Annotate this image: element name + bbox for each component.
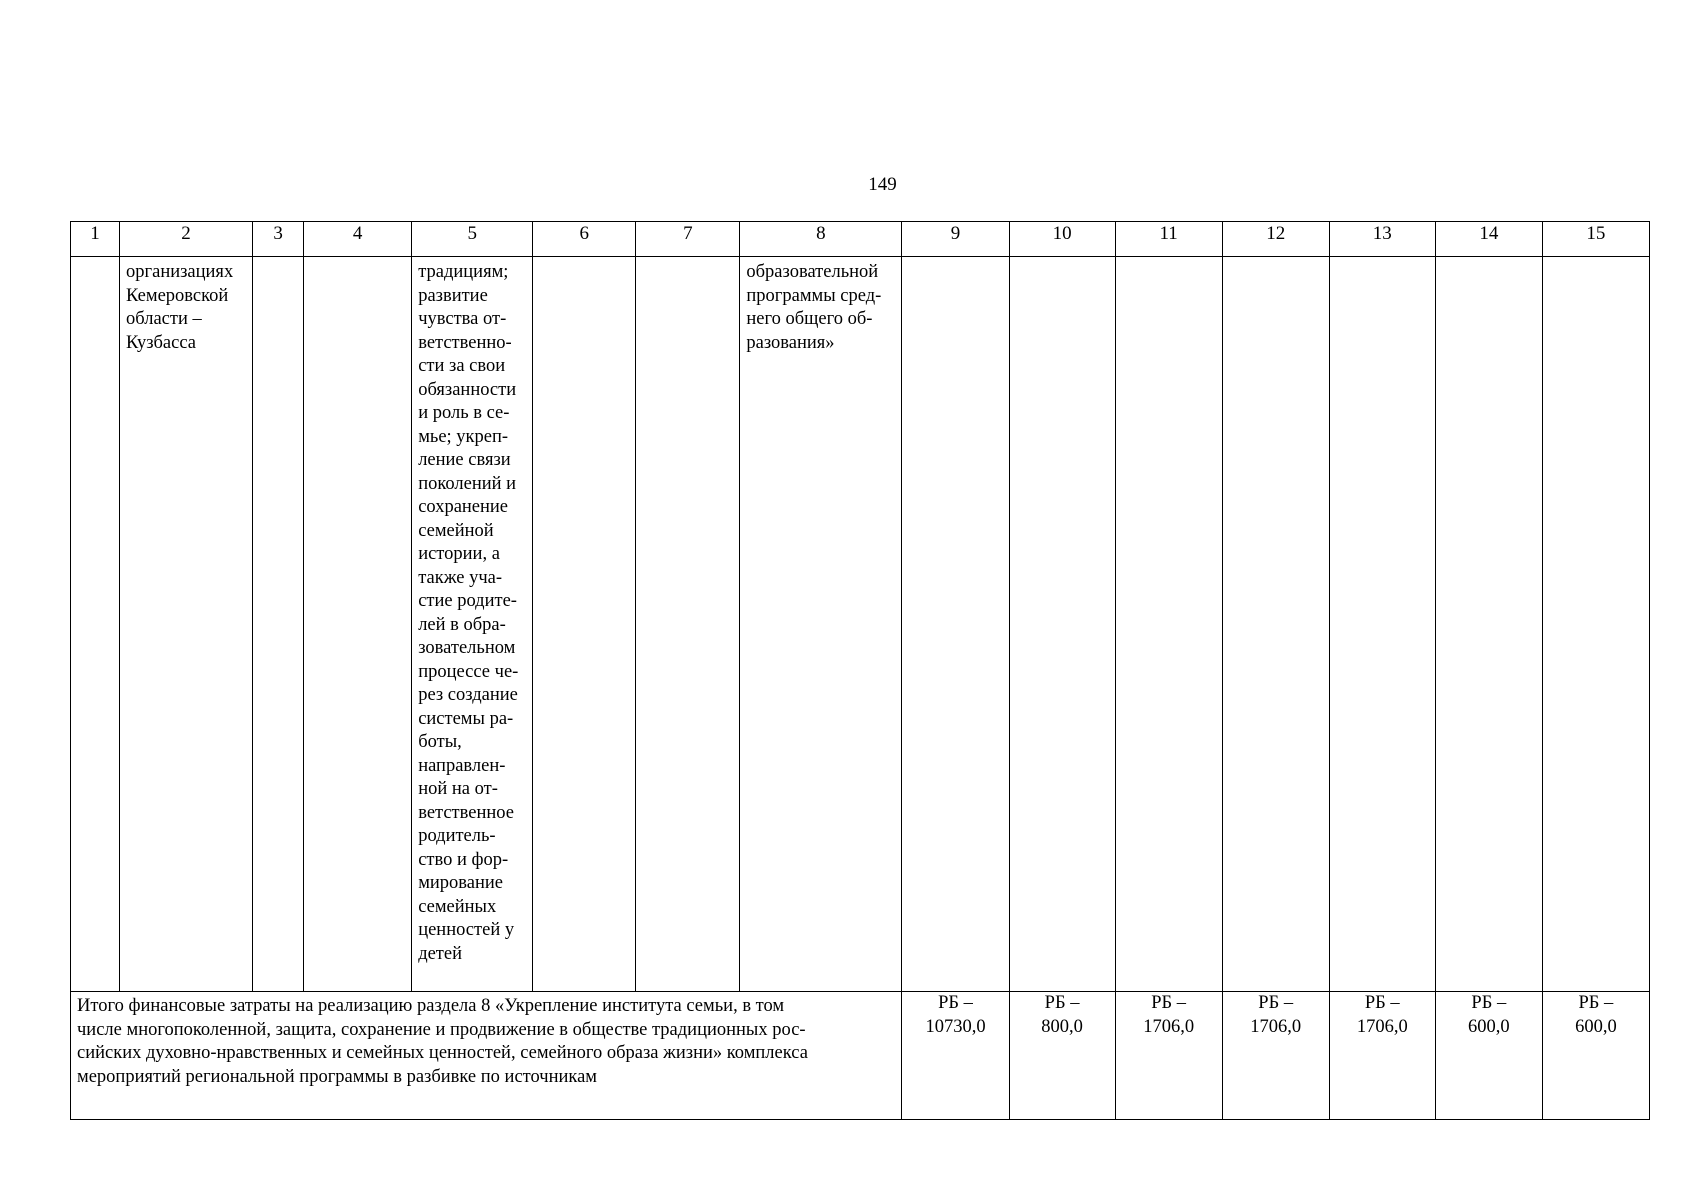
text-line: мье; укреп-	[418, 426, 509, 447]
cell-col-2	[120, 257, 253, 992]
text-line: области –	[126, 309, 202, 329]
text-line: процессе че-	[418, 661, 519, 682]
text-line: истории, а	[418, 544, 500, 564]
text-line: сти за свои	[418, 356, 506, 376]
cell-col-3	[253, 257, 304, 992]
text-line: поколений и	[418, 473, 517, 494]
text-line: программы сред-	[746, 285, 882, 306]
column-header-15: 15	[1542, 222, 1649, 257]
text-line: него общего об-	[746, 309, 873, 329]
funding-amount: 1706,0	[1143, 1016, 1195, 1037]
funding-source: РБ –	[1044, 993, 1080, 1013]
funding-source: РБ –	[1258, 993, 1294, 1013]
organizations-text	[120, 257, 252, 355]
objectives-text	[412, 257, 532, 966]
text-line: развитие	[418, 285, 488, 306]
cell-col-10	[1009, 257, 1115, 992]
cell-col-6	[533, 257, 636, 992]
text-line: ценностей у	[418, 920, 515, 940]
column-header-4: 4	[304, 222, 412, 257]
total-value-col-13	[1329, 992, 1435, 1120]
column-header-9: 9	[902, 222, 1009, 257]
cell-col-4	[304, 257, 412, 992]
program-table	[70, 221, 1650, 1120]
column-header-8: 8	[740, 222, 902, 257]
total-value-col-12	[1222, 992, 1329, 1120]
total-value-col-15	[1542, 992, 1649, 1120]
total-value-col-11	[1115, 992, 1222, 1120]
text-line: ветственное	[418, 802, 514, 823]
funding-source: РБ –	[1364, 993, 1400, 1013]
text-line: системы ра-	[418, 708, 514, 729]
column-header-1: 1	[71, 222, 120, 257]
text-line: лей в обра-	[418, 614, 506, 635]
total-value-col-10	[1009, 992, 1115, 1120]
text-line: организациях	[126, 262, 234, 282]
cell-col-5	[412, 257, 533, 992]
cell-col-7	[636, 257, 740, 992]
text-line: боты,	[418, 732, 462, 752]
funding-amount: 10730,0	[925, 1016, 986, 1037]
program-text	[740, 257, 901, 355]
column-header-5: 5	[412, 222, 533, 257]
cell-col-12	[1222, 257, 1329, 992]
text-line: Кузбасса	[126, 332, 197, 353]
column-header-10: 10	[1009, 222, 1115, 257]
column-header-6: 6	[533, 222, 636, 257]
cell-col-15	[1542, 257, 1649, 992]
total-value-col-14	[1435, 992, 1542, 1120]
text-line: мирование	[418, 873, 504, 893]
funding-amount: 1706,0	[1250, 1016, 1302, 1037]
funding-amount: 1706,0	[1356, 1016, 1408, 1037]
text-line: и роль в се-	[418, 403, 510, 423]
text-line: семейных	[418, 896, 497, 917]
text-line: ление связи	[418, 450, 511, 470]
column-header-12: 12	[1222, 222, 1329, 257]
text-line: разования»	[746, 332, 835, 353]
text-line: зовательном	[418, 638, 516, 658]
cell-col-9	[902, 257, 1009, 992]
column-header-14: 14	[1435, 222, 1542, 257]
column-header-13: 13	[1329, 222, 1435, 257]
text-line: стие родите-	[418, 591, 517, 611]
total-label-cell	[71, 992, 902, 1120]
column-number-row	[71, 222, 1650, 257]
cell-col-1	[71, 257, 120, 992]
text-line: рез создание	[418, 685, 518, 705]
cell-col-13	[1329, 257, 1435, 992]
column-header-3: 3	[253, 222, 304, 257]
text-line: семейной	[418, 520, 494, 541]
funding-amount: 600,0	[1575, 1016, 1617, 1037]
text-line: Итого финансовые затраты на реализацию раздела 8 «Укрепление института семьи, в том	[77, 996, 785, 1016]
text-line: обязанности	[418, 379, 517, 400]
column-header-11: 11	[1115, 222, 1222, 257]
text-line: чувства от-	[418, 309, 507, 329]
text-line: сохранение	[418, 497, 509, 517]
text-line: образовательной	[746, 262, 879, 282]
text-line: ной на от-	[418, 779, 498, 799]
text-line: также уча-	[418, 567, 502, 588]
text-line: ство и фор-	[418, 849, 509, 870]
text-line: традициям;	[418, 262, 509, 282]
funding-amount: 600,0	[1468, 1016, 1510, 1037]
text-line: сийских духовно-нравственных и семейных ценностей, семейного образа жизни» комплекса	[77, 1043, 808, 1063]
text-line: родитель-	[418, 826, 496, 846]
text-line: детей	[418, 943, 463, 964]
column-header-2: 2	[120, 222, 253, 257]
total-label	[71, 992, 901, 1089]
funding-source: РБ –	[1578, 993, 1614, 1013]
text-line: ветственно-	[418, 332, 512, 353]
text-line: мероприятий региональной программы в разбивке по источникам	[77, 1066, 597, 1087]
funding-amount: 800,0	[1041, 1016, 1083, 1037]
total-value-col-9	[902, 992, 1009, 1120]
table-row	[71, 257, 1650, 992]
total-row	[71, 992, 1650, 1120]
cell-col-11	[1115, 257, 1222, 992]
cell-col-8	[740, 257, 902, 992]
cell-col-14	[1435, 257, 1542, 992]
funding-source: РБ –	[938, 993, 973, 1013]
column-header-7: 7	[636, 222, 740, 257]
text-line: числе многопоколенной, защита, сохранение и продвижение в обществе традиционных рос-	[77, 1019, 806, 1040]
text-line: Кемеровской	[126, 285, 229, 306]
text-line: направлен-	[418, 755, 506, 776]
page-number: 149	[868, 174, 897, 195]
funding-source: РБ –	[1471, 993, 1507, 1013]
funding-source: РБ –	[1151, 993, 1187, 1013]
